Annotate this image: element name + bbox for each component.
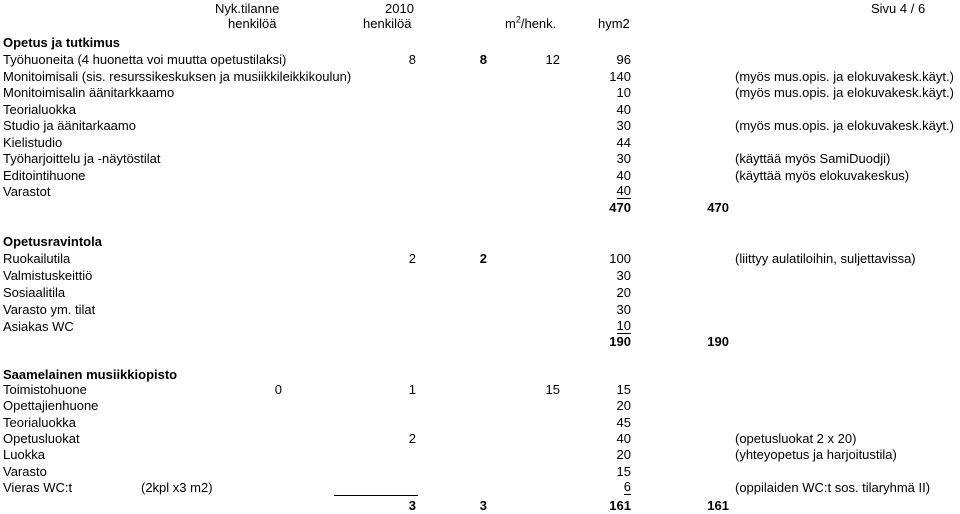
- row-area: 40: [616, 101, 631, 117]
- row-label: Monitoimisalin äänitarkkaamo: [3, 85, 175, 100]
- row-note-inline: (2kpl x3 m2): [141, 479, 213, 495]
- table-row: [0, 301, 960, 318]
- row-area: 6: [623, 478, 631, 494]
- section-total-opetus: [0, 199, 960, 216]
- row-label: Monitoimisali (sis. resurssikeskuksen ja musiikkileikkikoulun): [3, 68, 352, 84]
- row-area: 30: [616, 302, 631, 317]
- row-area: 96: [616, 52, 631, 67]
- row-area: 30: [616, 151, 631, 166]
- row-area: 100: [609, 251, 631, 266]
- row-m2-per-person: 12: [545, 52, 560, 67]
- table-row: [0, 84, 960, 101]
- total-persons-future: 3: [479, 498, 487, 513]
- table-row: [0, 183, 960, 200]
- table-row: [0, 51, 960, 68]
- table-row: [0, 250, 960, 267]
- total-area: 161: [609, 498, 631, 513]
- total-area: 470: [609, 200, 631, 215]
- row-note: (myös mus.opis. ja elokuvakesk.käyt.): [735, 118, 954, 133]
- row-label: Työhuoneita (4 huonetta voi muutta opetustilaksi): [3, 52, 287, 67]
- header-hym2: hym2: [598, 16, 630, 31]
- row-persons-now: 1: [408, 382, 416, 397]
- table-row: [0, 446, 960, 463]
- row-area: 20: [616, 398, 631, 414]
- row-note: (käyttää myös SamiDuodji): [735, 151, 891, 166]
- section-total-saame: [0, 497, 960, 514]
- row-label: Luokka: [3, 447, 45, 463]
- row-label: Ruokailutila: [3, 251, 71, 266]
- header-row-2: [0, 15, 960, 32]
- row-m2-per-person: 15: [545, 382, 560, 397]
- row-label: Varasto ym. tilat: [3, 302, 96, 317]
- total-area-summary: 470: [707, 200, 729, 215]
- header-current-label: Nyk.tilanne: [215, 1, 280, 16]
- table-row: [0, 134, 960, 151]
- table-row: [0, 463, 960, 480]
- table-row: [0, 267, 960, 284]
- table-row: [0, 101, 960, 118]
- table-row: [0, 68, 960, 85]
- row-label: Opettajienhuone: [3, 398, 99, 414]
- table-row: [0, 414, 960, 431]
- header-persons-1: henkilöä: [228, 16, 277, 31]
- total-divider-line: [334, 495, 418, 496]
- header-persons-2: henkilöä: [363, 16, 412, 31]
- table-row: [0, 150, 960, 167]
- section-title: Opetusravintola: [3, 234, 102, 249]
- row-label: Studio ja äänitarkaamo: [3, 118, 136, 133]
- total-persons-now: 3: [408, 498, 416, 513]
- row-area: 40: [616, 183, 631, 198]
- section-title: Opetus ja tutkimus: [3, 35, 121, 50]
- row-persons-current: 0: [274, 382, 282, 397]
- row-persons-now: 2: [408, 251, 416, 266]
- row-label: Kielistudio: [3, 134, 63, 150]
- table-row: [0, 117, 960, 134]
- row-area: 30: [616, 268, 631, 283]
- header-year: 2010: [385, 1, 414, 16]
- row-area: 15: [616, 463, 631, 479]
- table-row: [0, 479, 960, 496]
- row-area: 140: [609, 68, 631, 84]
- header-m2-per-person: $m^2$/henk.: [505, 14, 557, 31]
- row-area: 10: [616, 318, 631, 333]
- table-row: [0, 167, 960, 184]
- row-area: 40: [616, 430, 631, 446]
- row-area: 45: [616, 414, 631, 430]
- row-note: (liittyy aulatiloihin, suljettavissa): [735, 251, 916, 266]
- row-label: Varasto: [3, 463, 47, 479]
- row-area: 40: [616, 167, 631, 183]
- row-persons-now: 8: [408, 52, 416, 67]
- row-label: Sosiaalitila: [3, 285, 66, 300]
- row-area: 10: [616, 85, 631, 100]
- page-indicator: Sivu 4 / 6: [871, 1, 926, 16]
- row-label: Asiakas WC: [3, 319, 74, 334]
- row-label: Editointihuone: [3, 167, 86, 183]
- row-area: 30: [616, 118, 631, 133]
- row-area: 20: [616, 285, 631, 300]
- row-area: 20: [616, 447, 631, 463]
- row-area: 15: [616, 382, 631, 397]
- row-note: (oppilaiden WC:t sos. tilaryhmä II): [735, 479, 931, 495]
- table-row: [0, 381, 960, 398]
- row-label: Vieras WC:t: [3, 479, 73, 495]
- row-label: Opetusluokat: [3, 430, 80, 446]
- row-label: Teorialuokka: [3, 101, 76, 117]
- row-label: Teorialuokka: [3, 414, 76, 430]
- table-row: [0, 430, 960, 447]
- section-total-ravintola: [0, 333, 960, 350]
- section-title-ravintola: [0, 233, 960, 250]
- row-label: Työharjoittelu ja -näytöstilat: [3, 151, 161, 166]
- row-note: (käyttää myös elokuvakeskus): [735, 167, 910, 183]
- row-note: (yhteyopetus ja harjoitustila): [735, 447, 897, 463]
- row-note: (myös mus.opis. ja elokuvakesk.käyt.): [735, 85, 954, 100]
- total-area-summary: 190: [707, 334, 729, 349]
- row-label: Toimistohuone: [3, 382, 87, 397]
- row-label: Varastot: [3, 184, 51, 199]
- total-area-summary: 161: [707, 498, 729, 513]
- row-note: (opetusluokat 2 x 20): [735, 430, 857, 446]
- table-row: [0, 284, 960, 301]
- row-area: 44: [616, 134, 631, 150]
- table-row: [0, 397, 960, 414]
- section-title-opetus: [0, 34, 960, 51]
- row-note: (myös mus.opis. ja elokuvakesk.käyt.): [735, 68, 954, 84]
- row-label: Valmistuskeittiö: [3, 268, 93, 283]
- section-title: Saamelainen musiikkiopisto: [3, 367, 178, 382]
- row-persons-future: 8: [479, 52, 487, 67]
- total-area: 190: [609, 334, 631, 349]
- row-persons-future: 2: [479, 251, 487, 266]
- row-persons-now: 2: [408, 430, 416, 446]
